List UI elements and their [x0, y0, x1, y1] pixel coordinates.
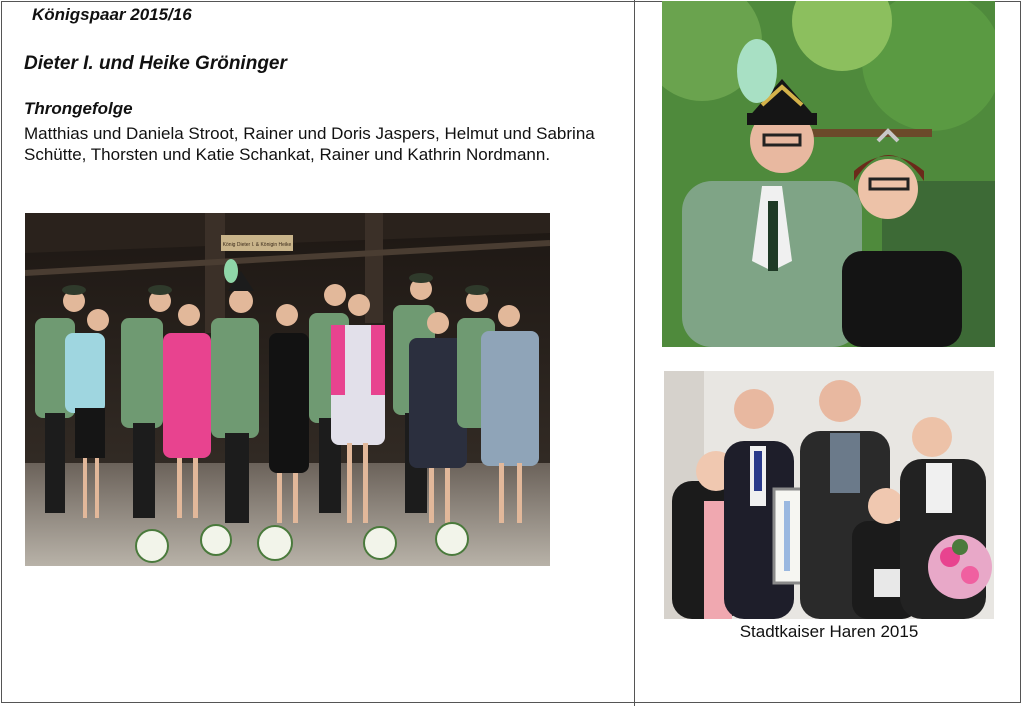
royal-couple-photo	[662, 1, 995, 347]
barn-sign-text: König Dieter I. & Königin Heike	[222, 242, 292, 248]
royal-couple-name: Dieter I. und Heike Gröninger	[24, 53, 287, 74]
page-heading: Königspaar 2015/16	[32, 5, 192, 24]
stadtkaiser-photo	[664, 371, 994, 619]
entourage-text: Matthias und Daniela Stroot, Rainer und Doris Jaspers, Helmut und Sabrina Schütte, Thorsten und Katie Schankat, Rainer und Kathrin Nordmann.	[24, 124, 595, 164]
section-title: Throngefolge	[24, 99, 133, 118]
photo-caption: Stadtkaiser Haren 2015	[739, 622, 919, 641]
column-divider	[634, 0, 635, 706]
group-photo	[25, 213, 550, 566]
